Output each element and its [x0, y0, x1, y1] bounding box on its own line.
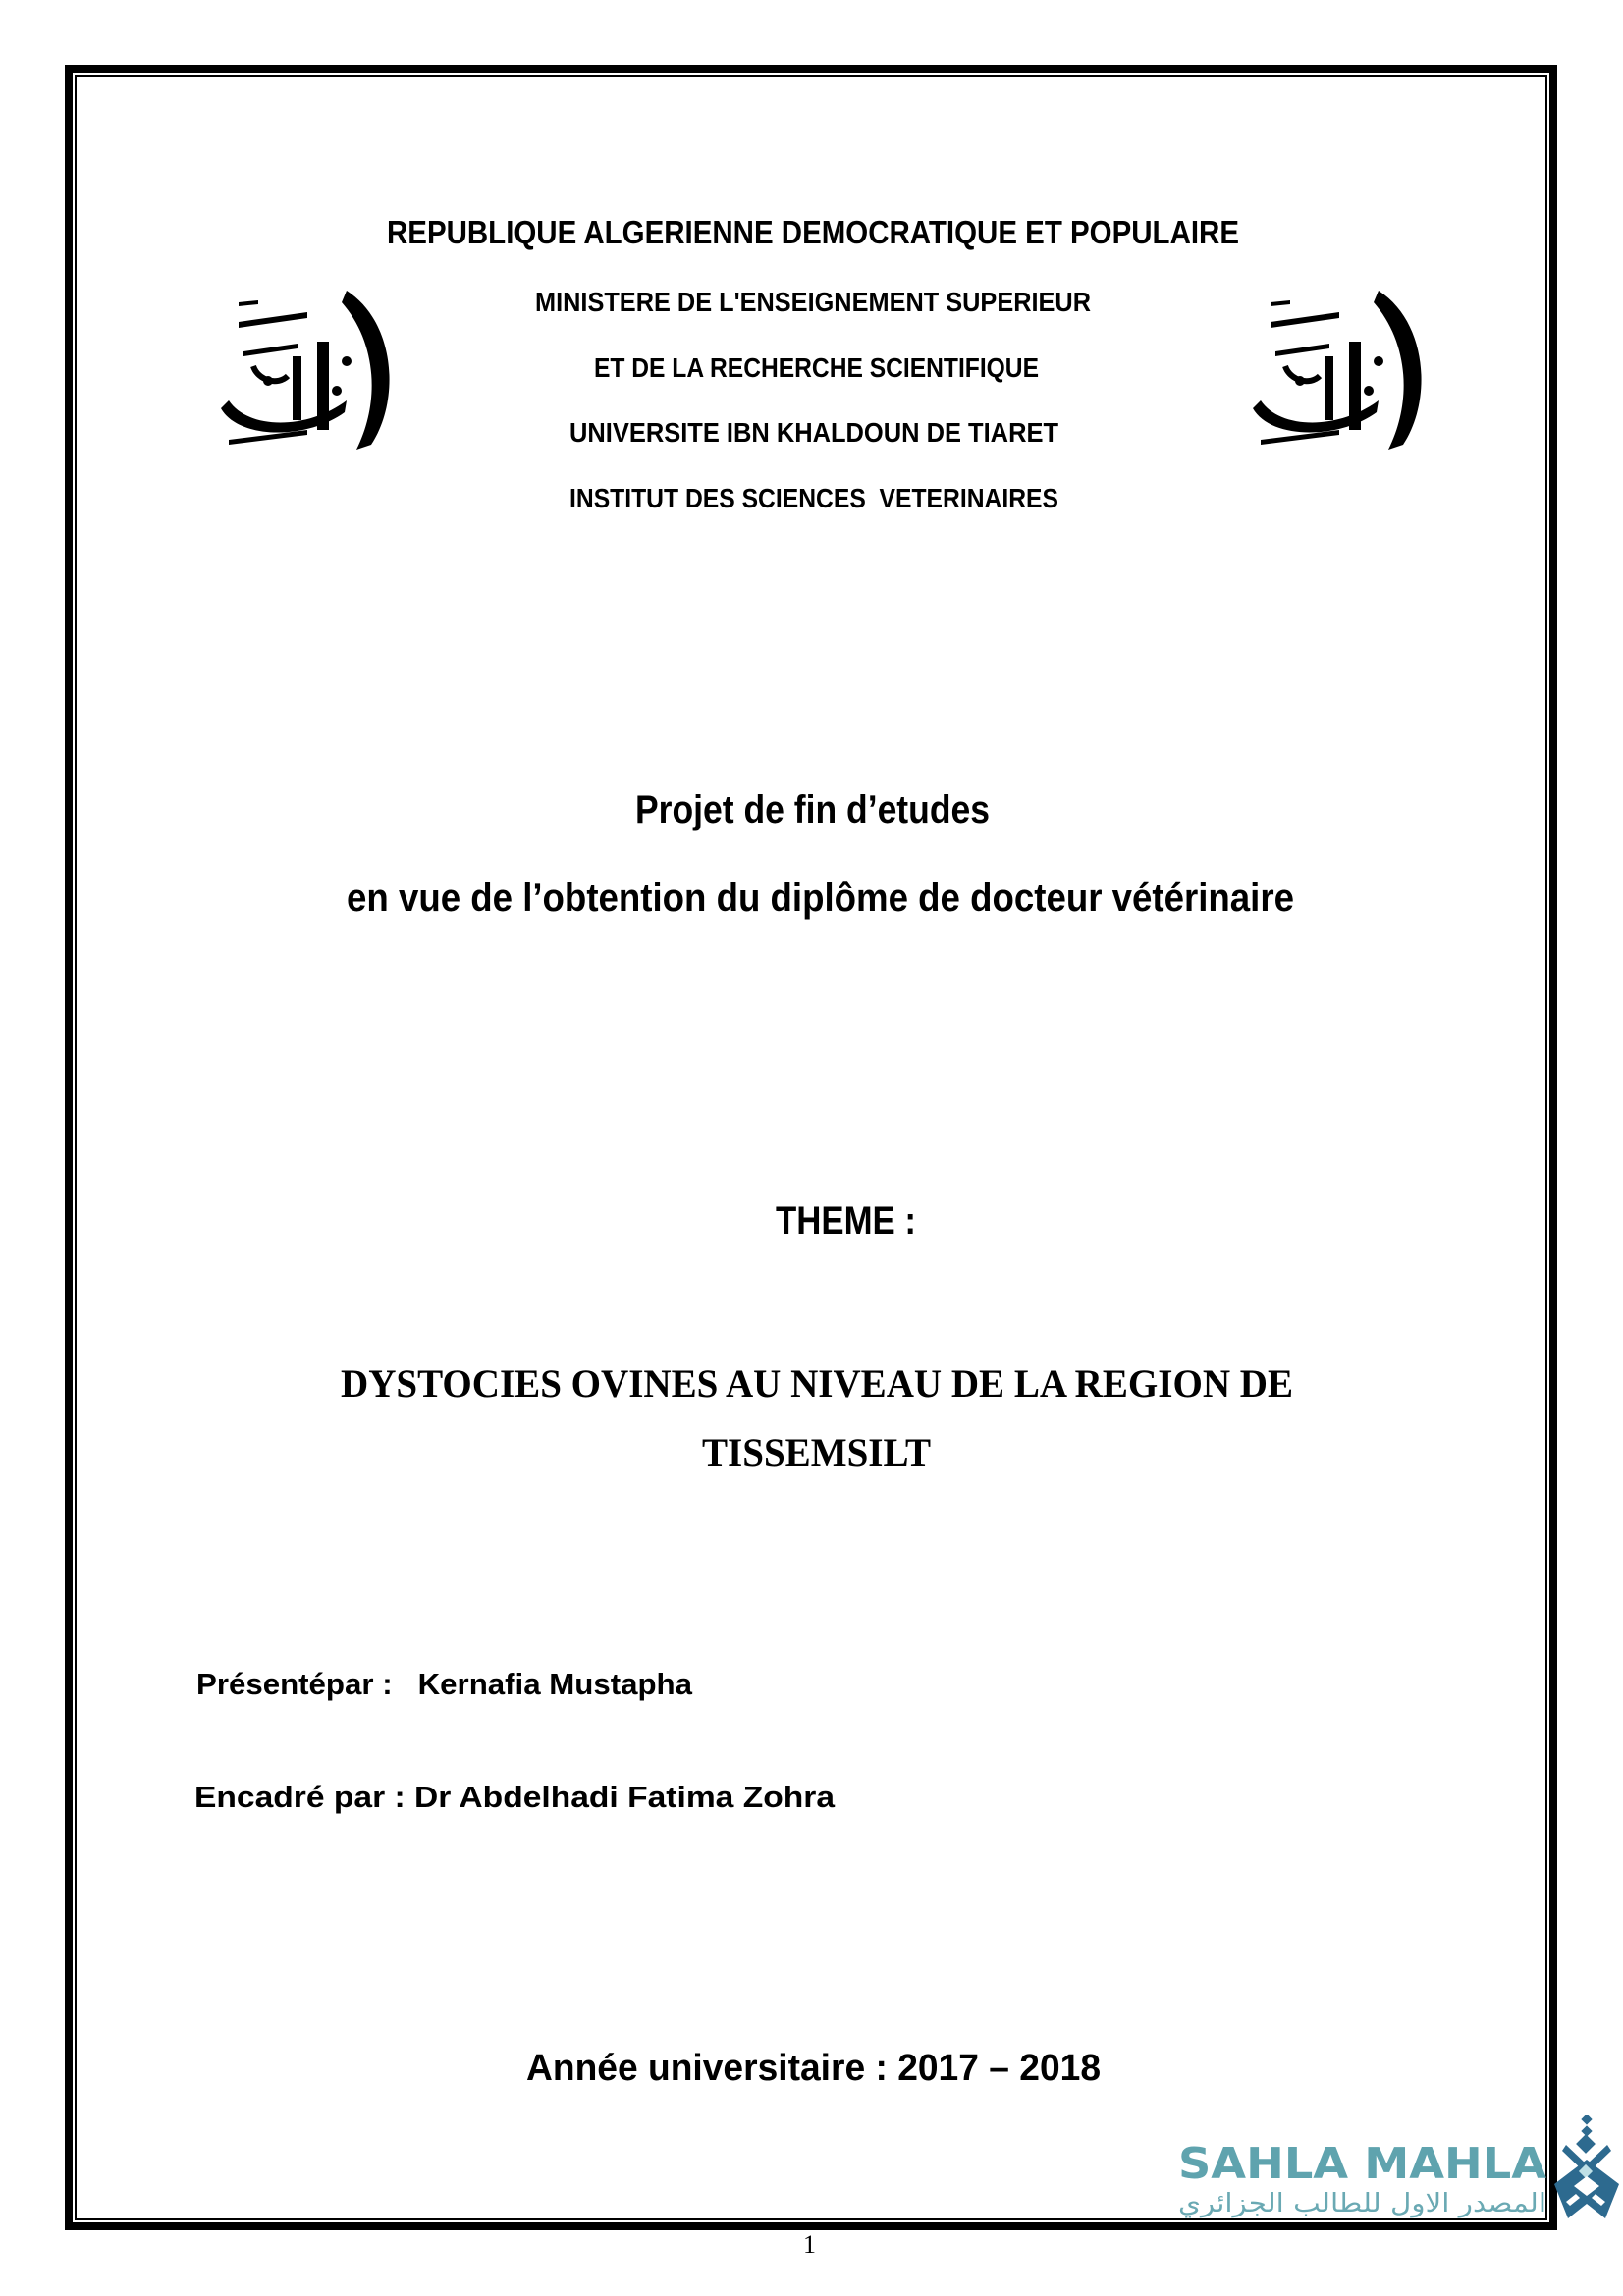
university-logo-left-icon — [199, 283, 400, 454]
ministry-line-2: ET DE LA RECHERCHE SCIENTIFIQUE — [594, 352, 1039, 383]
project-subtitle: en vue de l’obtention du diplôme de docteur vétérinaire — [347, 877, 1294, 920]
supervised-by: Encadré par : Dr Abdelhadi Fatima Zohra — [194, 1780, 835, 1814]
academic-year: Année universitaire : 2017 – 2018 — [526, 2048, 1101, 2089]
project-title: Projet de fin d’etudes — [635, 788, 990, 831]
thesis-title-line-2: TISSEMSILT — [702, 1430, 931, 1474]
thesis-title-line-1: DYSTOCIES OVINES AU NIVEAU DE LA REGION DE — [341, 1362, 1293, 1406]
university-name: UNIVERSITE IBN KHALDOUN DE TIARET — [569, 417, 1058, 448]
watermark-title: SAHLA MAHLA — [1178, 2139, 1546, 2189]
page-number: 1 — [803, 2230, 816, 2259]
university-logo-right-icon — [1231, 283, 1432, 454]
theme-label: THEME : — [776, 1200, 916, 1243]
republic-heading: REPUBLIQUE ALGERIENNE DEMOCRATIQUE ET POPULAIRE — [387, 214, 1239, 250]
institute-name: INSTITUT DES SCIENCES VETERINAIRES — [569, 483, 1058, 513]
watermark-subtitle: المصدر الاول للطالب الجزائري — [1178, 2189, 1546, 2218]
ministry-line-1: MINISTERE DE L'ENSEIGNEMENT SUPERIEUR — [535, 287, 1091, 317]
presented-by: Présentépar : Kernafia Mustapha — [196, 1667, 692, 1701]
sahla-mahla-logo-icon — [1546, 2115, 1623, 2223]
